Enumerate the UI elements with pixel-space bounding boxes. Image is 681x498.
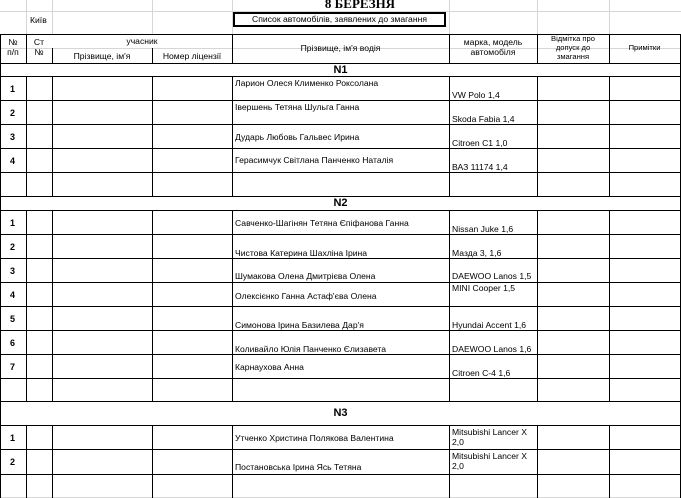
driver-name: Карнаухова Анна (235, 362, 304, 372)
driver-name: Шумакова Олена Дмитрієва Олена (235, 271, 376, 281)
car-engine: 2,0 (452, 461, 464, 471)
car-model: Mitsubishi Lancer X (452, 427, 527, 437)
grid-line (449, 0, 450, 34)
car-model: Mitsubishi Lancer X (452, 451, 527, 461)
row-number: 1 (10, 433, 16, 443)
car-model: ВАЗ 11174 1,4 (452, 162, 508, 172)
driver-name: Олексієнко Ганна Астаф'єва Олена (235, 291, 377, 301)
col-header-admission: Відмітка про допуск до змагання (551, 34, 595, 61)
col-header-license: Номер ліцензії (162, 51, 222, 61)
row-number: 4 (10, 156, 16, 166)
group-label-n1: N1 (333, 64, 348, 76)
grid-line (152, 0, 153, 34)
grid-line (26, 0, 27, 34)
car-model: MINI Cooper 1,5 (452, 283, 516, 293)
group-label-n3: N3 (333, 407, 348, 419)
grid-line (537, 0, 538, 34)
col-header-participant: учасник (126, 36, 158, 46)
row-number: 1 (10, 218, 16, 228)
row-number: 1 (10, 84, 16, 94)
grid-line (609, 0, 610, 34)
car-model: DAEWOO Lanos 1,5 (452, 271, 532, 281)
grid-line (52, 0, 53, 34)
driver-name: Дударь Любовь Гальвес Ирина (235, 132, 360, 142)
car-model: Citroen C-4 1,6 (452, 368, 511, 378)
date-title: 8 БЕРЕЗНЯ (324, 0, 396, 11)
driver-name: Постановська Ірина Ясь Тетяна (235, 462, 362, 472)
driver-name: Ларион Олеся Клименко Роксолана (235, 78, 379, 88)
col-header-car: марка, модель автомобіля (463, 37, 523, 57)
city-label: Київ (30, 15, 47, 25)
car-model: Citroen C1 1,0 (452, 138, 508, 148)
car-model: Мазда 3, 1,6 (452, 248, 502, 258)
car-model: Hyundai Accent 1,6 (452, 320, 527, 330)
col-header-participant-name: Прізвище, ім'я (73, 51, 131, 61)
row-number: 3 (10, 132, 16, 142)
driver-name: Герасимчук Світлана Панченко Наталія (235, 155, 394, 165)
col-header-driver: Прізвище, ім'я водія (300, 43, 381, 53)
row-number: 4 (10, 290, 16, 300)
driver-name: Чистова Катерина Шахліна Ірина (235, 248, 368, 258)
driver-name: Івершень Тетяна Шульга Ганна (235, 102, 360, 112)
row-number: 2 (10, 457, 16, 467)
car-model: Nissan Juke 1,6 (452, 224, 514, 234)
row-number: 5 (10, 314, 16, 324)
driver-name: Утченко Христина Полякова Валентина (235, 433, 394, 443)
group-label-n2: N2 (333, 197, 348, 209)
car-model: Skoda Fabia 1,4 (452, 114, 515, 124)
row-number: 3 (10, 266, 16, 276)
driver-name: Симонова Ірина Базилева Дар'я (235, 320, 364, 330)
row-number: 2 (10, 108, 16, 118)
car-model: DAEWOO Lanos 1,6 (452, 344, 532, 354)
col-header-np: № п/п (7, 37, 19, 57)
row-number: 7 (10, 362, 16, 372)
col-header-st: Ст № (33, 37, 45, 57)
col-header-notes: Примітки (628, 43, 661, 52)
list-title: Список автомобілів, заявлених до змагання (233, 12, 446, 27)
row-number: 2 (10, 242, 16, 252)
driver-name: Савченко-Шагінян Тетяна Єпіфанова Ганна (235, 218, 409, 228)
car-engine: 2,0 (452, 437, 464, 447)
driver-name: Коливайло Юлія Панченко Єлизавета (235, 344, 387, 354)
car-model: VW Polo 1,4 (452, 90, 500, 100)
row-number: 6 (10, 338, 16, 348)
